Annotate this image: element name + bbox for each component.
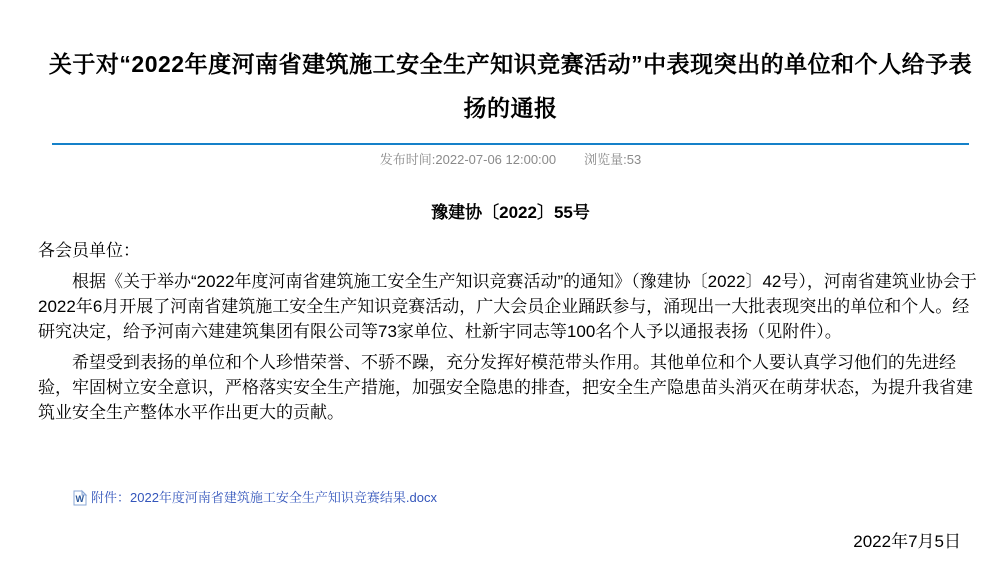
document-number: 豫建协〔2022〕55号 [431,203,590,222]
document-date: 2022年7月5日 [853,532,961,551]
document-body [38,238,983,425]
attachment-row [72,490,437,506]
divider [52,143,969,145]
page-title [38,42,983,130]
publish-time: 发布时间:2022-07-06 12:00:00 [379,152,557,167]
paragraph-2: 希望受到表扬的单位和个人珍惜荣誉、不骄不躁，充分发挥好模范带头作用。其他单位和个人要认真学习他们的先进经验，牢固树立安全意识，严格落实安全生产措施，加强安全隐患的排查，把安全生产隐患苗头消灭在萌芽状态，为提升我省建筑业安全生产整体水平作出更大的贡献。 [38,353,973,422]
word-doc-icon [72,490,88,506]
view-count: 浏览量:53 [584,152,642,167]
meta-bar [38,152,983,168]
attachment-link[interactable]: 附件：2022年度河南省建筑施工安全生产知识竞赛结果.docx [91,490,437,505]
svg-text:W: W [75,494,84,504]
page-title-line-2: 扬的通报 [463,95,558,121]
salutation: 各会员单位： [38,241,140,260]
paragraph-1: 根据《关于举办“2022年度河南省建筑施工安全生产知识竞赛活动”的通知》（豫建协〔2022〕42号），河南省建筑业协会于2022年6月开展了河南省建筑施工安全生产知识竞赛活动，广大会员企业踊跃参与，涌现出一大批表现突出的单位和个人。经研究决定，给予河南六建建筑集团有限公司等73家单位、杜新宇同志等100名个人予以通报表扬（见附件）。 [38,272,977,341]
page-title-line-1: 关于对“2022年度河南省建筑施工安全生产知识竞赛活动”中表现突出的单位和个人给予表 [48,51,973,77]
article-page [0,42,997,580]
